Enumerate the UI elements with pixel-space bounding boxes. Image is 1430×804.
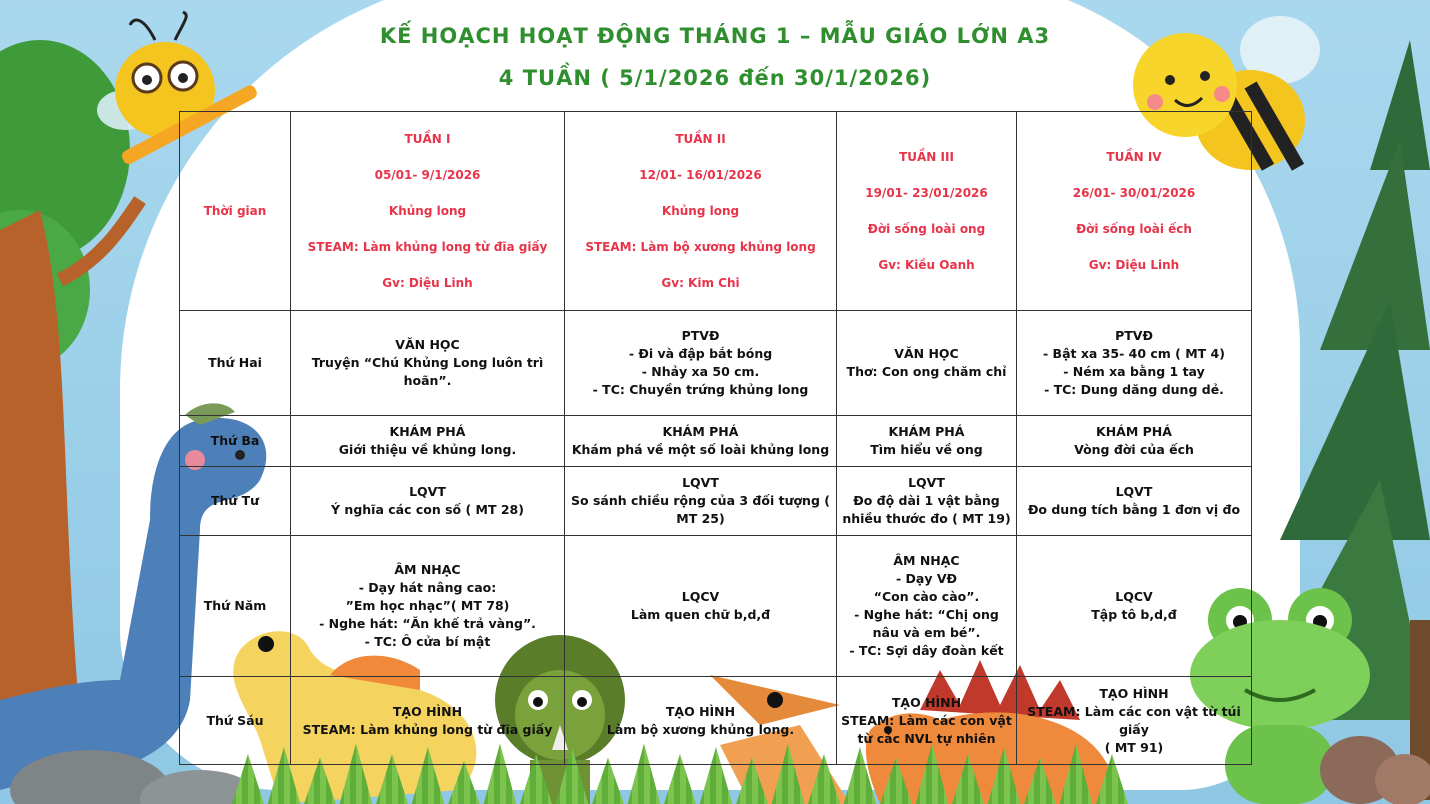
day-label: Thứ Hai xyxy=(180,311,291,416)
week-name: TUẦN IV xyxy=(1106,150,1162,164)
table-row xyxy=(180,416,1252,467)
week-name: TUẦN II xyxy=(675,132,726,146)
week-header xyxy=(291,112,565,311)
corner-header: Thời gian xyxy=(180,112,291,311)
activity-cell: VĂN HỌC Thơ: Con ong chăm chỉ xyxy=(837,311,1017,416)
activity-cell: TẠO HÌNH Làm bộ xương khủng long. xyxy=(565,677,837,765)
week-name: TUẦN I xyxy=(404,132,451,146)
page-title: KẾ HOẠCH HOẠT ĐỘNG THÁNG 1 – MẪU GIÁO LỚN A3 xyxy=(379,24,1051,48)
day-label: Thứ Sáu xyxy=(180,677,291,765)
activity-cell: TẠO HÌNH STEAM: Làm các con vật từ các NVL tự nhiên xyxy=(837,677,1017,765)
activity-plan-table xyxy=(179,111,1252,765)
week-dates: 19/01- 23/01/2026 xyxy=(865,186,988,200)
week-name: TUẦN III xyxy=(899,150,954,164)
activity-cell: KHÁM PHÁ Vòng đời của ếch xyxy=(1017,416,1252,467)
activity-cell: LQVT So sánh chiều rộng của 3 đối tượng ( MT 25) xyxy=(565,467,837,536)
week-topic: Đời sống loài ong xyxy=(867,222,986,236)
week-teacher: Gv: Diệu Linh xyxy=(1088,258,1180,272)
activity-cell: TẠO HÌNH STEAM: Làm các con vật từ túi giấy ( MT 91) xyxy=(1017,677,1252,765)
activity-cell: LQVT Ý nghĩa các con số ( MT 28) xyxy=(291,467,565,536)
week-dates: 26/01- 30/01/2026 xyxy=(1072,186,1196,200)
week-extra: STEAM: Làm khủng long từ đĩa giấy xyxy=(307,240,548,254)
activity-cell: LQVT Đo dung tích bằng 1 đơn vị đo xyxy=(1017,467,1252,536)
week-topic: Đời sống loài ếch xyxy=(1076,222,1192,236)
week-dates: 05/01- 9/1/2026 xyxy=(374,168,481,182)
week-topic: Khủng long xyxy=(388,204,467,218)
activity-cell: ÂM NHẠC - Dạy hát nâng cao: ”Em học nhạc”( MT 78) - Nghe hát: “Ăn khế trả vàng”. - TC: Ô cửa bí mật xyxy=(291,536,565,677)
activity-cell: VĂN HỌC Truyện “Chú Khủng Long luôn trì hoãn”. xyxy=(291,311,565,416)
week-header xyxy=(565,112,837,311)
activity-cell: TẠO HÌNH STEAM: Làm khủng long từ đĩa giấy xyxy=(291,677,565,765)
table-row xyxy=(180,536,1252,677)
week-topic: Khủng long xyxy=(661,204,740,218)
day-label: Thứ Ba xyxy=(180,416,291,467)
table-header-row xyxy=(180,112,1252,311)
activity-cell: PTVĐ - Đi và đập bắt bóng - Nhảy xa 50 cm. - TC: Chuyền trứng khủng long xyxy=(565,311,837,416)
week-teacher: Gv: Diệu Linh xyxy=(382,276,473,290)
day-label: Thứ Tư xyxy=(180,467,291,536)
week-teacher: Gv: Kiều Oanh xyxy=(878,258,975,272)
week-header xyxy=(1017,112,1252,311)
activity-cell: KHÁM PHÁ Khám phá về một số loài khủng long xyxy=(565,416,837,467)
table-row xyxy=(180,467,1252,536)
activity-cell: ÂM NHẠC - Dạy VĐ “Con cào cào”. - Nghe hát: “Chị ong nâu và em bé”. - TC: Sợi dây đoàn kết xyxy=(837,536,1017,677)
activity-cell: PTVĐ - Bật xa 35- 40 cm ( MT 4) - Ném xa bằng 1 tay - TC: Dung dăng dung dẻ. xyxy=(1017,311,1252,416)
week-dates: 12/01- 16/01/2026 xyxy=(639,168,762,182)
week-teacher: Gv: Kim Chi xyxy=(661,276,740,290)
page-subtitle: 4 TUẦN ( 5/1/2026 đến 30/1/2026) xyxy=(498,66,932,90)
table-row xyxy=(180,677,1252,765)
activity-cell: KHÁM PHÁ Giới thiệu về khủng long. xyxy=(291,416,565,467)
rocks-illustration xyxy=(1320,720,1430,804)
day-label: Thứ Năm xyxy=(180,536,291,677)
week-header xyxy=(837,112,1017,311)
activity-cell: LQVT Đo độ dài 1 vật bằng nhiều thước đo ( MT 19) xyxy=(837,467,1017,536)
activity-cell: KHÁM PHÁ Tìm hiểu về ong xyxy=(837,416,1017,467)
activity-cell: LQCV Tập tô b,d,đ xyxy=(1017,536,1252,677)
table-row xyxy=(180,311,1252,416)
activity-cell: LQCV Làm quen chữ b,d,đ xyxy=(565,536,837,677)
week-extra: STEAM: Làm bộ xương khủng long xyxy=(585,240,816,254)
